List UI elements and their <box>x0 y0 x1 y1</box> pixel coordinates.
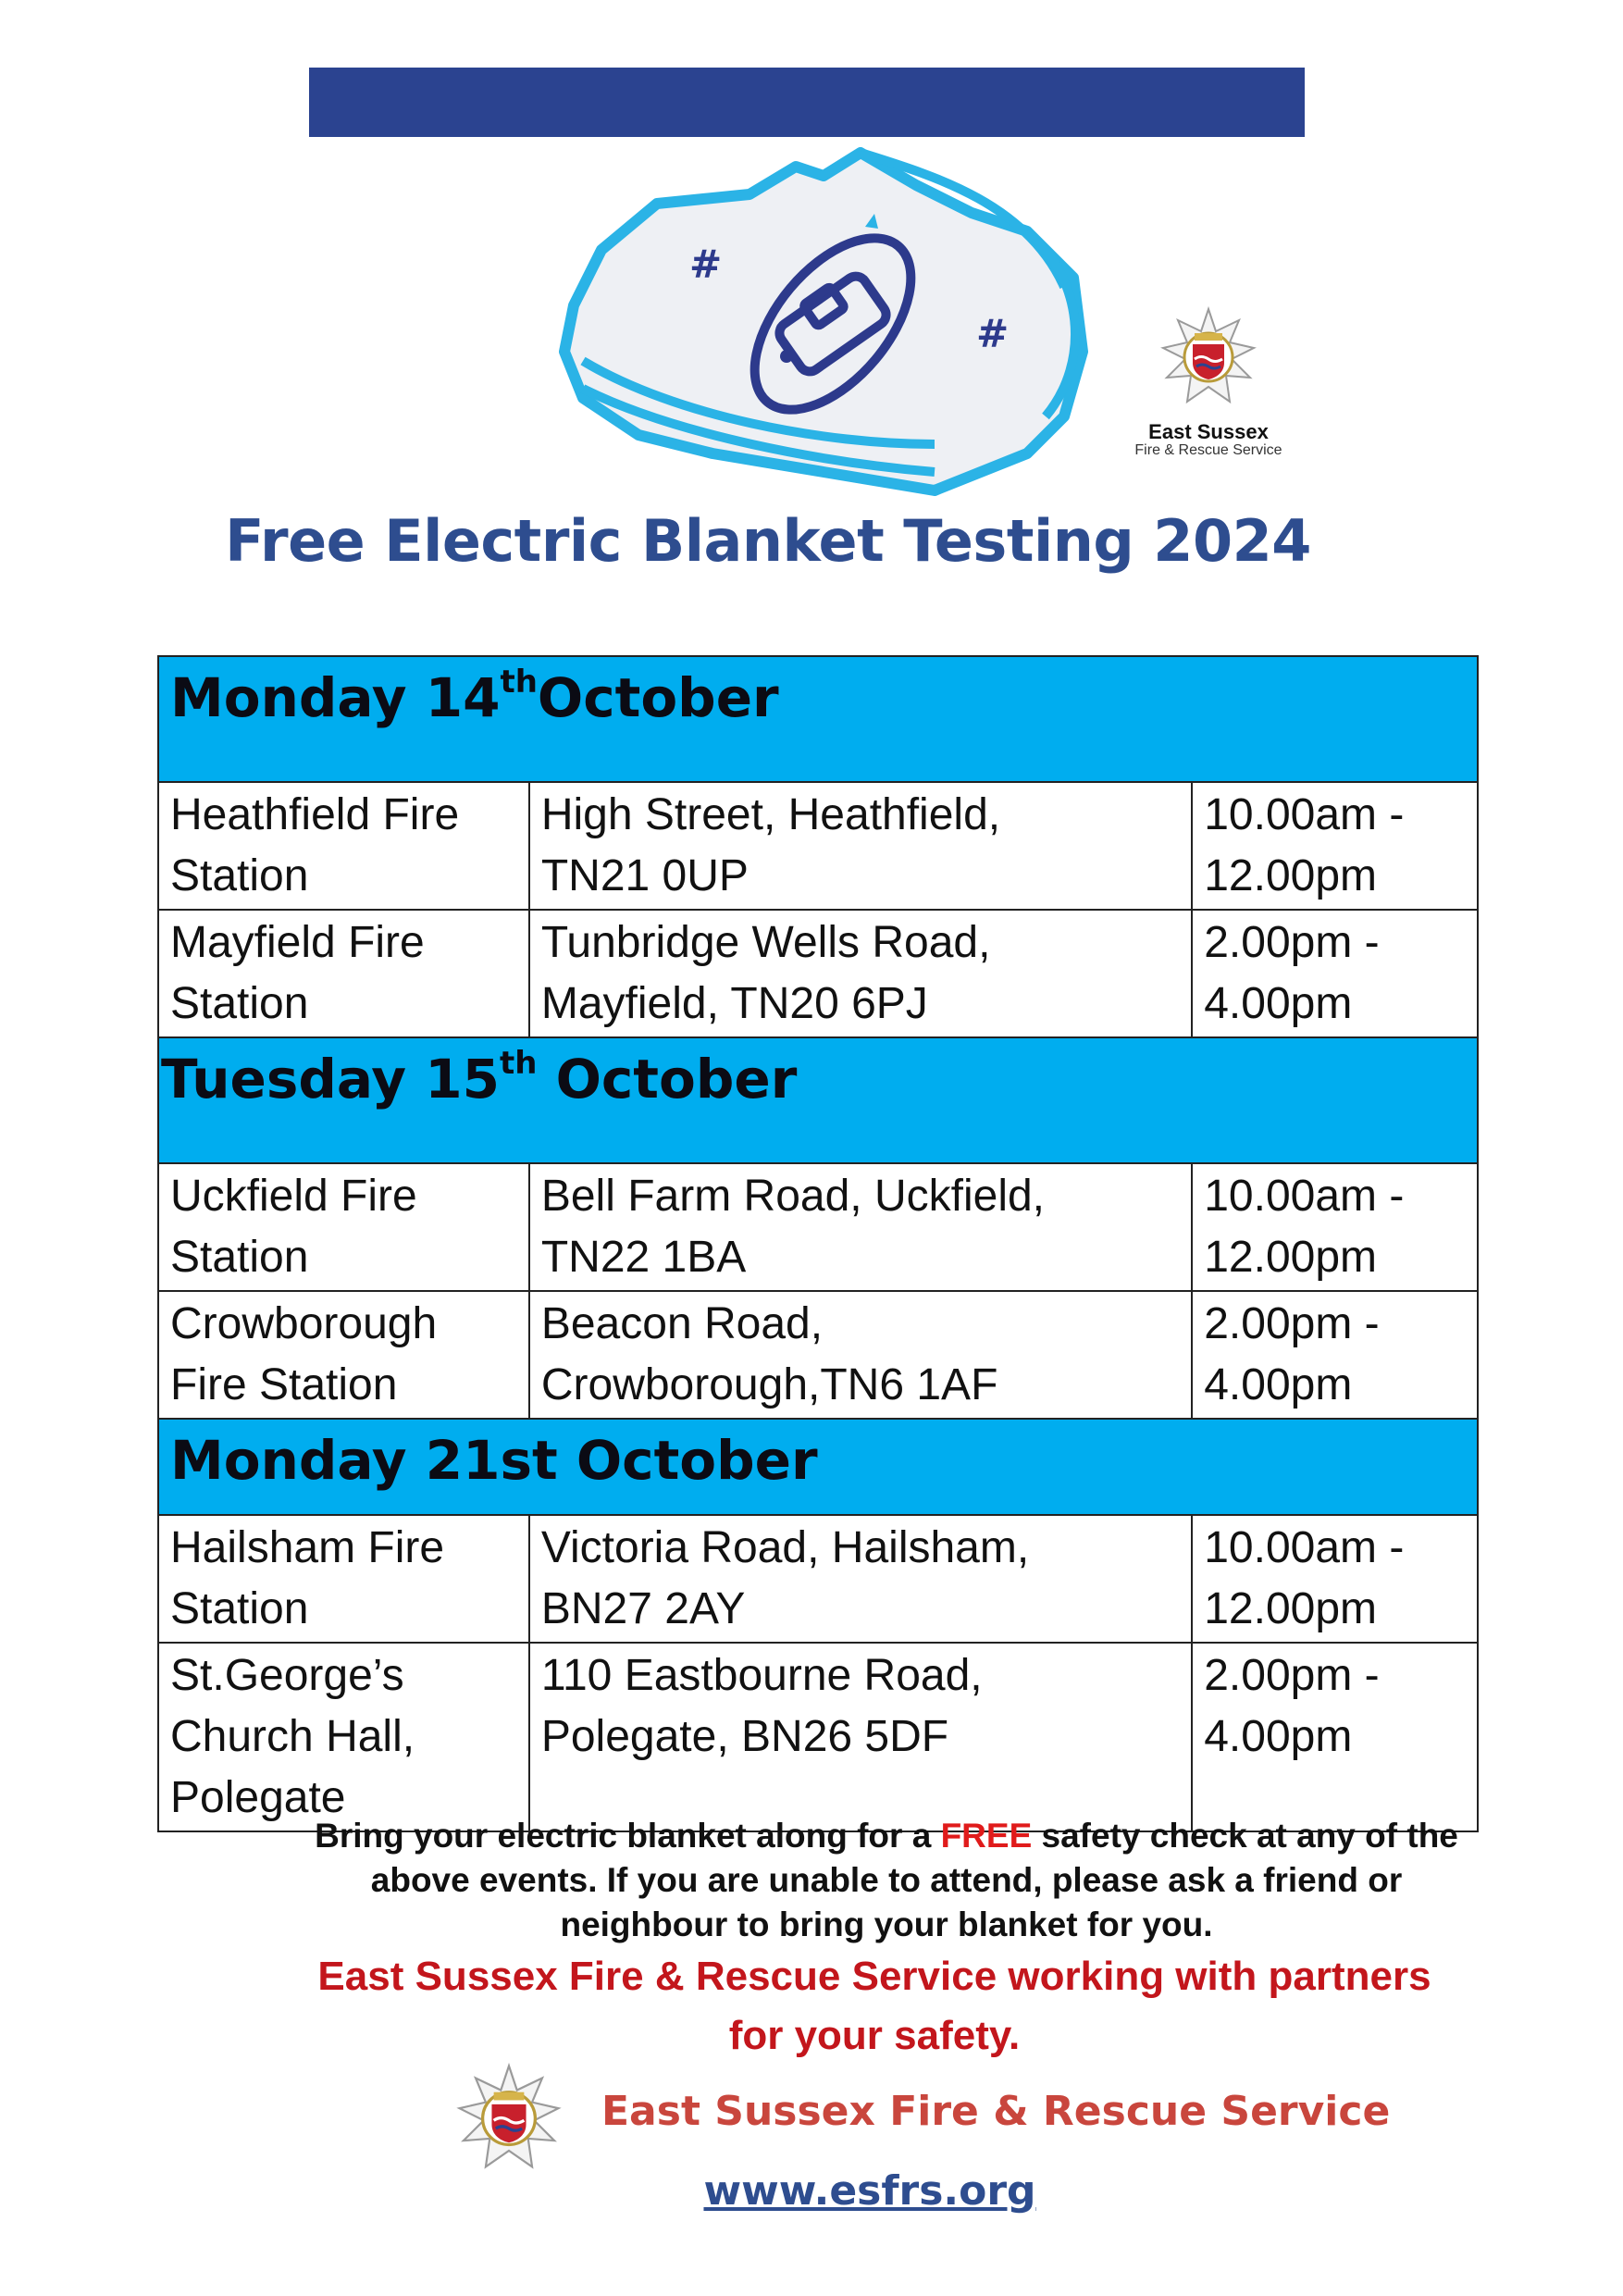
day-heading: Tuesday 15th October <box>158 1037 1478 1163</box>
logo-org-name: East Sussex <box>1148 420 1269 443</box>
venue-cell: Crowborough Fire Station <box>158 1291 529 1419</box>
table-row <box>158 1643 1478 1831</box>
safety-check-note: Bring your electric blanket along for a FREE safety check at any of the above events. If you are unable to attend, please ask a friend or neighbour to bring your blanket for you. <box>315 1817 1458 1943</box>
schedule-table <box>157 655 1479 1832</box>
venue-cell: Mayfield Fire Station <box>158 910 529 1037</box>
address-cell: Beacon Road, Crowborough,TN6 1AF <box>529 1291 1192 1419</box>
address-cell: 110 Eastbourne Road, Polegate, BN26 5DF <box>529 1643 1192 1831</box>
day-heading: Monday 21st October <box>158 1419 1478 1515</box>
time-cell: 2.00pm - 4.00pm <box>1192 910 1478 1037</box>
time-cell: 10.00am - 12.00pm <box>1192 782 1478 910</box>
svg-text:#: # <box>689 242 723 287</box>
esfrs-crest-logo <box>1127 305 1290 500</box>
fire-service-badge-icon <box>1158 305 1259 416</box>
venue-cell: St.George’s Church Hall, Polegate <box>158 1643 529 1831</box>
venue-cell: Uckfield Fire Station <box>158 1163 529 1291</box>
day-header-row <box>158 1037 1478 1163</box>
table-row <box>158 782 1478 910</box>
fire-service-badge-icon <box>453 2062 564 2173</box>
footer-org-name: East Sussex Fire & Rescue Service <box>601 2088 1391 2135</box>
address-cell: Bell Farm Road, Uckfield, TN22 1BA <box>529 1163 1192 1291</box>
logo-org-subtitle: Fire & Rescue Service <box>1134 442 1282 458</box>
day-header-row <box>158 656 1478 782</box>
time-cell: 10.00am - 12.00pm <box>1192 1163 1478 1291</box>
table-row <box>158 1163 1478 1291</box>
day-heading: Monday 14thOctober <box>158 656 1478 782</box>
website-link[interactable]: www.esfrs.org <box>703 2167 1036 2215</box>
top-banner-bar <box>309 68 1305 137</box>
address-cell: Victoria Road, Hailsham, BN27 2AY <box>529 1515 1192 1643</box>
address-cell: Tunbridge Wells Road, Mayfield, TN20 6PJ <box>529 910 1192 1037</box>
time-cell: 2.00pm - 4.00pm <box>1192 1643 1478 1831</box>
partners-statement: East Sussex Fire & Rescue Service working with partners for your safety. <box>317 1954 1431 2058</box>
address-cell: High Street, Heathfield, TN21 0UP <box>529 782 1192 910</box>
free-highlight: FREE <box>940 1817 1033 1855</box>
table-row <box>158 1515 1478 1643</box>
table-row <box>158 1291 1478 1419</box>
venue-cell: Heathfield Fire Station <box>158 782 529 910</box>
day-header-row <box>158 1419 1478 1515</box>
venue-cell: Hailsham Fire Station <box>158 1515 529 1643</box>
time-cell: 2.00pm - 4.00pm <box>1192 1291 1478 1419</box>
svg-text:#: # <box>976 311 1010 356</box>
electric-blanket-illustration <box>546 139 1120 509</box>
table-row <box>158 910 1478 1037</box>
page-title: Free Electric Blanket Testing 2024 <box>225 507 1311 575</box>
time-cell: 10.00am - 12.00pm <box>1192 1515 1478 1643</box>
